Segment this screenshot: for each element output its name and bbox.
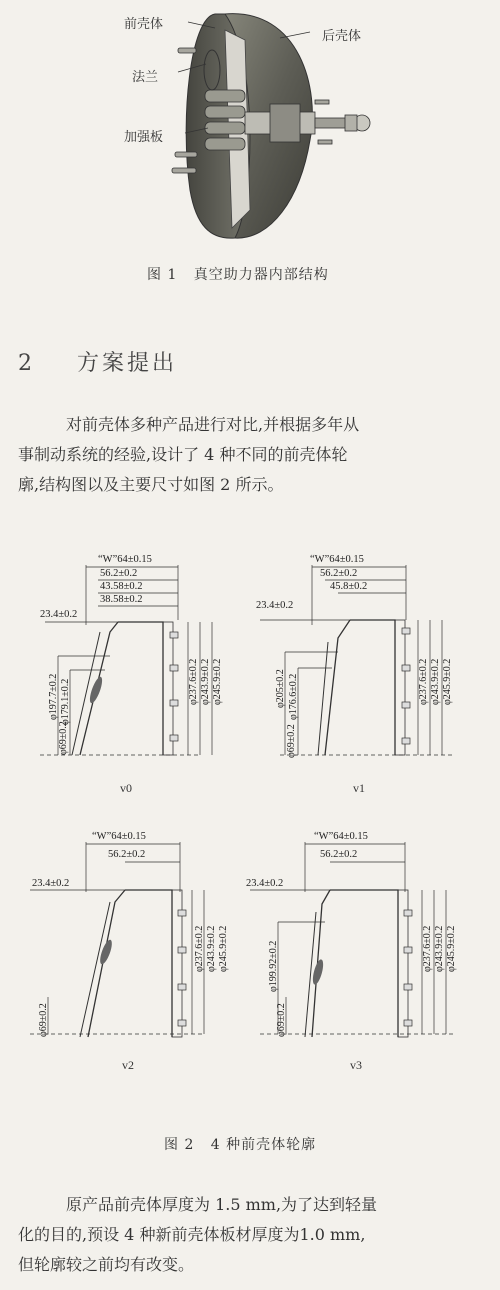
figure-1-caption-text: 真空助力器内部结构 <box>193 267 329 283</box>
v3-dim-left-2: φ69±0.2 <box>276 1003 287 1037</box>
panel-v1-label: v1 <box>353 781 365 795</box>
v1-dim-left-1: φ205±0.2 <box>275 669 286 708</box>
v1-dim-left-3: φ69±0.2 <box>286 724 297 758</box>
label-front-shell: 前壳体 <box>124 17 164 32</box>
v3-dim-right-2: φ243.9±0.2 <box>434 925 445 972</box>
figure-2-profiles <box>0 540 500 1120</box>
v1-dim-right-3: φ245.9±0.2 <box>442 658 453 705</box>
figure-2-caption-text: 4 种前壳体轮廓 <box>210 1137 317 1153</box>
paragraph-1-line: 廓,结构图以及主要尺寸如图 2 所示。 <box>18 475 284 494</box>
v3-dim-left-1: φ199.92±0.2 <box>268 940 279 992</box>
v3-dim-56: 56.2±0.2 <box>320 849 358 860</box>
figure-2-caption-number: 图 2 <box>164 1137 195 1153</box>
v0-dim-left-1: φ197.7±0.2 <box>48 673 59 720</box>
v0-dim-38: 38.58±0.2 <box>100 594 143 605</box>
v0-dim-right-1: φ237.6±0.2 <box>188 658 199 705</box>
figure-2-caption <box>164 1134 316 1154</box>
paragraph-1-line: 事制动系统的经验,设计了 4 种不同的前壳体轮 <box>18 445 348 464</box>
v1-dim-right-1: φ237.6±0.2 <box>418 658 429 705</box>
v1-dim-45: 45.8±0.2 <box>330 581 368 592</box>
paragraph-1-line: 对前壳体多种产品进行对比,并根据多年从 <box>66 415 360 434</box>
vacuum-booster-illustration <box>0 0 500 250</box>
v1-dim-right-2: φ243.9±0.2 <box>430 658 441 705</box>
paragraph-2-line: 化的目的,预设 4 种新前壳体板材厚度为1.0 mm, <box>18 1225 366 1244</box>
panel-v0-label: v0 <box>120 781 132 795</box>
v1-dim-56: 56.2±0.2 <box>320 568 358 579</box>
figure-1-caption <box>147 264 329 284</box>
v2-dim-W: “W”64±0.15 <box>92 831 146 842</box>
paragraph-2 <box>18 1190 484 1280</box>
v2-dim-right-2: φ243.9±0.2 <box>206 925 217 972</box>
v2-dim-right-1: φ237.6±0.2 <box>194 925 205 972</box>
v2-dim-right-3: φ245.9±0.2 <box>218 925 229 972</box>
v2-dim-side: 23.4±0.2 <box>32 878 70 889</box>
figure-1-caption-number: 图 1 <box>147 267 178 283</box>
v1-dim-W: “W”64±0.15 <box>310 554 364 565</box>
paragraph-1 <box>18 410 484 500</box>
paragraph-2-line: 原产品前壳体厚度为 1.5 mm,为了达到轻量 <box>66 1195 378 1214</box>
v2-dim-left-1: φ69±0.2 <box>38 1003 49 1037</box>
v3-dim-side: 23.4±0.2 <box>246 878 284 889</box>
panel-v2-label: v2 <box>122 1058 134 1072</box>
section-title: 方案提出 <box>77 351 178 376</box>
v1-dim-left-2: φ176.6±0.2 <box>288 673 299 720</box>
label-reinforcing-plate: 加强板 <box>124 130 164 145</box>
label-rear-shell: 后壳体 <box>322 29 362 44</box>
figure-1 <box>0 0 500 300</box>
section-heading <box>18 346 177 377</box>
v0-dim-side: 23.4±0.2 <box>40 609 78 620</box>
v0-dim-right-2: φ243.9±0.2 <box>200 658 211 705</box>
panel-v3 <box>246 831 457 1072</box>
v3-dim-right-1: φ237.6±0.2 <box>422 925 433 972</box>
panel-v0 <box>40 554 223 795</box>
v3-dim-W: “W”64±0.15 <box>314 831 368 842</box>
v0-dim-left-3: φ69±0.2 <box>58 721 69 755</box>
paragraph-2-line: 但轮廓较之前均有改变。 <box>18 1255 195 1274</box>
section-number: 2 <box>18 351 35 376</box>
v0-dim-43: 43.58±0.2 <box>100 581 143 592</box>
v2-dim-56: 56.2±0.2 <box>108 849 146 860</box>
v0-dim-left-2: φ179.1±0.2 <box>60 678 71 725</box>
v0-dim-W: “W”64±0.15 <box>98 554 152 565</box>
panel-v2 <box>30 831 229 1072</box>
v0-dim-right-3: φ245.9±0.2 <box>212 658 223 705</box>
label-flange: 法兰 <box>132 70 159 85</box>
v3-dim-right-3: φ245.9±0.2 <box>446 925 457 972</box>
panel-v3-label: v3 <box>350 1058 362 1072</box>
panel-v1 <box>256 554 455 795</box>
v0-dim-56: 56.2±0.2 <box>100 568 138 579</box>
v1-dim-side: 23.4±0.2 <box>256 600 294 611</box>
